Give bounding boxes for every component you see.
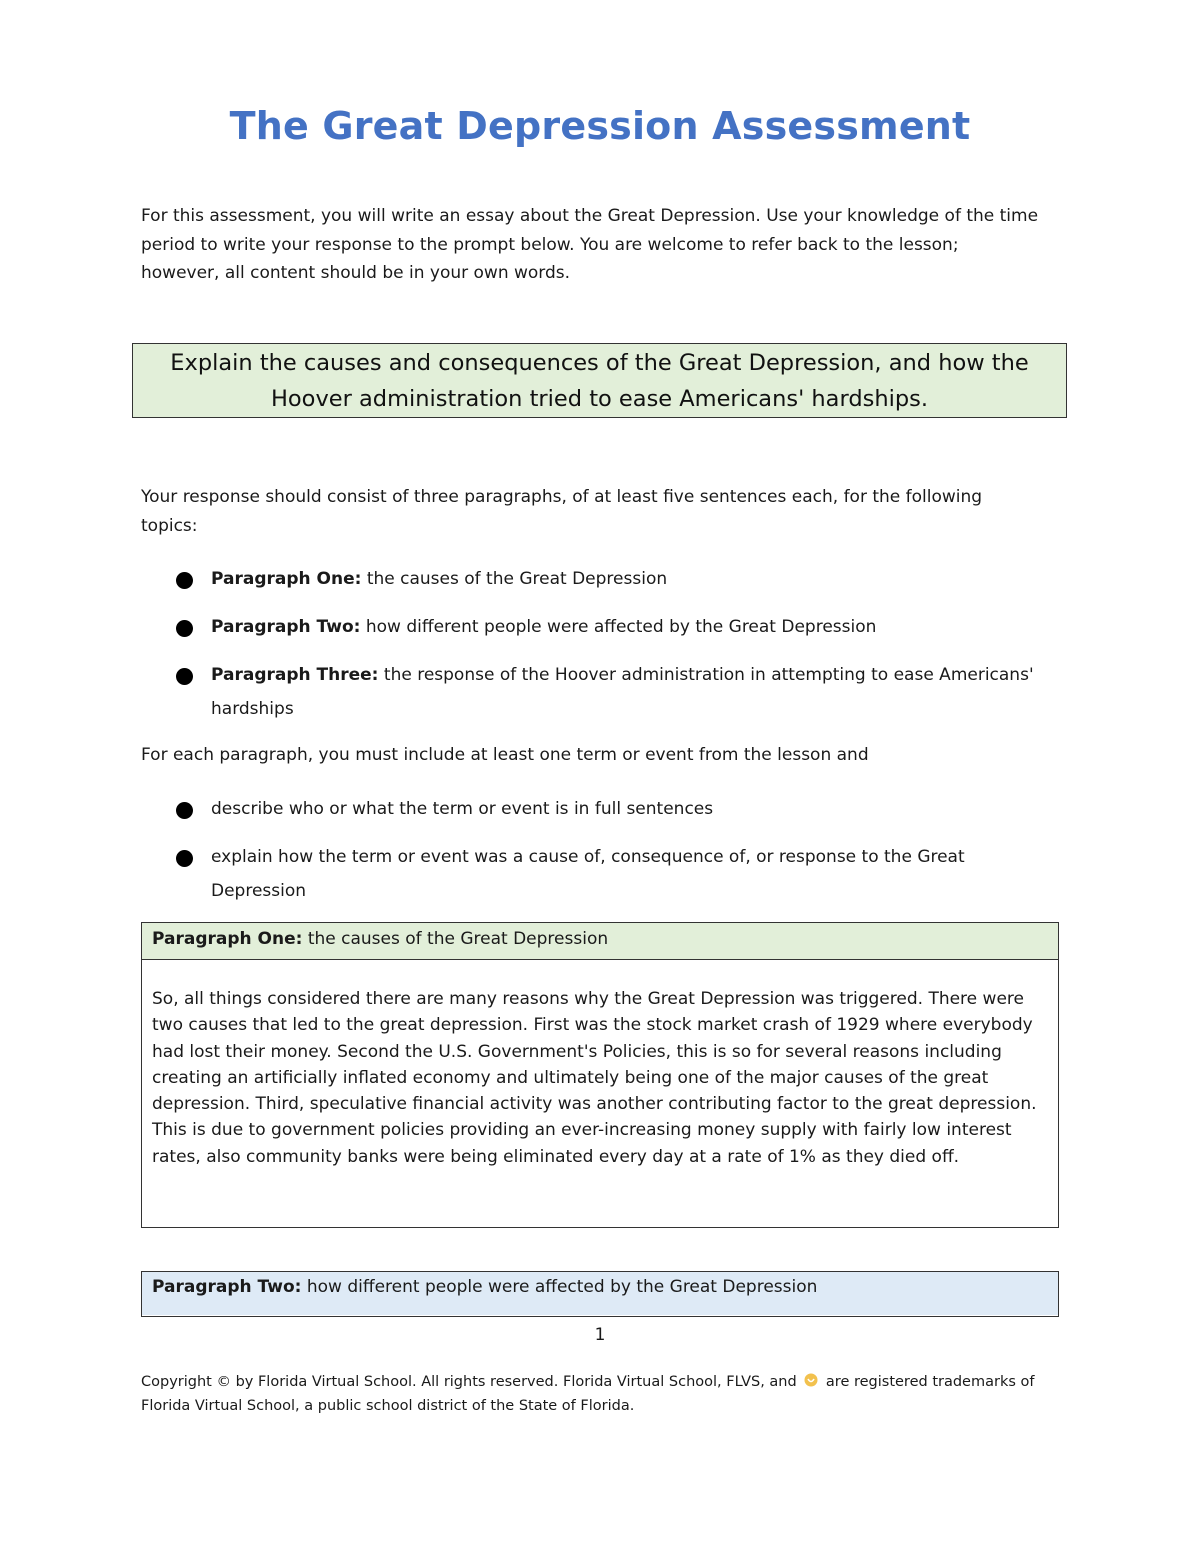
page-number: 1 [594, 1325, 606, 1345]
each-paragraph-instructions: For each paragraph, you must include at least one term or event from the lesson and [141, 745, 869, 765]
paragraph-one-header [142, 923, 1058, 960]
intro-paragraph: For this assessment, you will write an essay about the Great Depression. Use your knowledge of the time period to write your response to the prompt below. You are welcome to refer back to the lesson; however, all content should be in your own words. [141, 206, 1039, 283]
copyright-footer [141, 1370, 1041, 1418]
paragraph-one-table [141, 922, 1059, 1228]
requirement-item: describe who or what the term or event is in full sentences [211, 799, 714, 819]
essay-prompt-line2: Hoover administration tried to ease Americans' hardships. [271, 385, 928, 412]
paragraph-two-table [141, 1271, 1059, 1317]
page-title: The Great Depression Assessment [229, 104, 971, 148]
topic-text: how different people were affected by the Great Depression [360, 617, 877, 637]
bullet-icon [176, 850, 193, 867]
topic-label: Paragraph Three: [211, 665, 379, 685]
bullet-icon [176, 620, 193, 637]
paragraph-two-header [142, 1272, 1058, 1315]
topic-text: the causes of the Great Depression [361, 569, 668, 589]
topic-item [211, 658, 1041, 726]
essay-prompt-line1: Explain the causes and consequences of the Great Depression, and how the [170, 349, 1029, 376]
bullet-icon [176, 668, 193, 685]
table-header-label: Paragraph Two: [152, 1277, 302, 1297]
requirement-item: explain how the term or event was a cause of, consequence of, or response to the Great Depression [211, 847, 965, 901]
table-header-text: how different people were affected by the Great Depression [301, 1277, 818, 1297]
topic-label: Paragraph One: [211, 569, 362, 589]
bullet-icon [176, 572, 193, 589]
paragraph-one-response[interactable]: So, all things considered there are many reasons why the Great Depression was triggered. There were two causes that led to the great depression. First was the stock market crash of 1929 where everybody had lost their money. Second the U.S. Government's Policies, this is so for several reasons including creating an artificially inflated economy and ultimately being one of the major causes of the great depression. Third, speculative financial activity was another contributing factor to the great depression. This is due to government policies providing an ever-increasing money supply with fairly low interest rates, also community banks were being eliminated every day at a rate of 1% as they died off. [152, 989, 1037, 1167]
essay-prompt [170, 345, 1028, 417]
flvs-logo-icon [803, 1373, 819, 1389]
topic-text: the response of the Hoover administration in attempting to ease Americans' hardships [211, 665, 1034, 719]
topic-item [211, 610, 1071, 644]
bullet-icon [176, 802, 193, 819]
table-header-text: the causes of the Great Depression [302, 929, 609, 949]
table-header-label: Paragraph One: [152, 929, 303, 949]
copyright-text-pre: Copyright © by Florida Virtual School. All rights reserved. Florida Virtual School, FLVS, and [141, 1374, 797, 1390]
topic-label: Paragraph Two: [211, 617, 361, 637]
essay-prompt-box [132, 343, 1067, 418]
response-instructions: Your response should consist of three paragraphs, of at least five sentences each, for the following topics: [141, 487, 983, 536]
copyright-text-post: are registered trademarks of Florida Virtual School, a public school district of the State of Florida. [141, 1374, 1035, 1414]
topic-item [211, 562, 1071, 596]
